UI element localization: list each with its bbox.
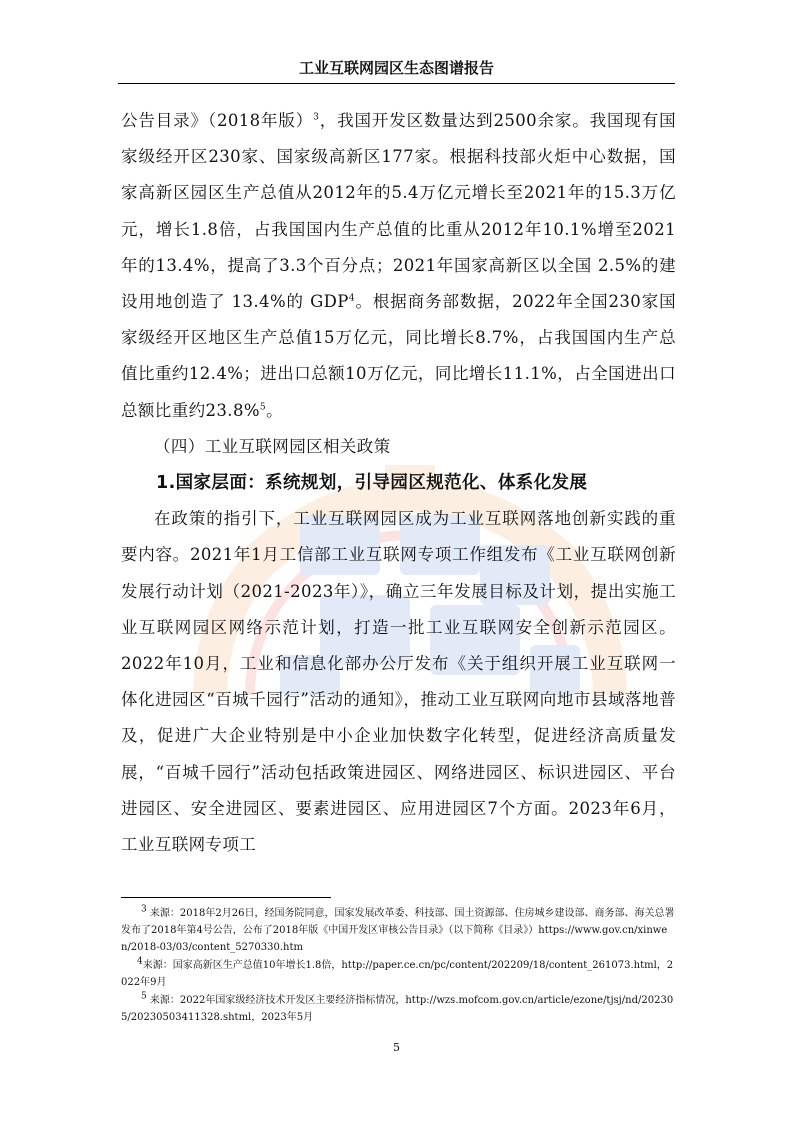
subsection-heading-1: 1.国家层面：系统规划，引导园区规范化、体系化发展 (156, 473, 588, 494)
body-paragraph-1 (121, 103, 676, 429)
main-body (121, 103, 676, 863)
footnote-ref-3: 3 (313, 112, 320, 123)
page-header-title: 工业互联网园区生态图谱报告 (118, 55, 675, 84)
body-text-run: ，我国开发区数量达到2500余家。我国现有国家级经开区230家、国家级高新区177家。根据科技部火炬中心数据，国家高新区园区生产总值从2012年的5.4万亿元增长至2021年的15.3万亿元，增长1.8倍，占我国国内生产总值的比重从2012年10.1%增至2021年的13.4%，提高了3.3个百分点；2021年国家高新区以全国 2.5%的建设用地创造了 13.4%的 GDP (121, 111, 676, 312)
body-text-run: 。根据商务部数据，2022年全国230家国家级经开区地区生产总值15万亿元，同比增长8.7%，占我国国内生产总值比重约12.4%；进出口总额10万亿元，同比增长11.1%，占全国进出口总额比重约23.8% (121, 292, 677, 420)
footnote-3 (121, 905, 676, 956)
footnote-ref-4: 4 (348, 293, 355, 304)
footnote-mark: 3 (141, 904, 147, 915)
footnote-text: 来源：2022年国家级经济技术开发区主要经济指标情况，http://wzs.mofcom.gov.cn/article/ezone/tjsj/nd/202305/20230503411328.shtml，2023年5月 (121, 995, 674, 1023)
body-text-run: 公告目录》（2018年版） (121, 111, 314, 130)
body-text-run: 。 (266, 400, 283, 420)
footnote-text: 来源：国家高新区生产总值10年增长1.8倍，http://paper.ce.cn/pc/content/202209/18/content_261073.html，2022年9月 (121, 960, 674, 988)
footnote-text: 来源：2018年2月26日，经国务院同意，国家发展改革委、科技部、国土资源部、住房城乡建设部、商务部、海关总署发布了2018年第4号公告，公布了2018年版《中国开发区审核公告目录》（以下简称《目录》）https://www.gov.cn/xinwen/2018-03/03/content_5270330.htm (121, 908, 675, 953)
footnote-4 (121, 957, 676, 991)
body-paragraph-2: 在政策的指引下，工业互联网园区成为工业互联网落地创新实践的重要内容。2021年1月工信部工业互联网专项工作组发布《工业互联网创新发展行动计划（2021-2023年）》，确立三年发展目标及计划，提出实施工业互联网园区网络示范计划，打造一批工业互联网安全创新示范园区。2022年10月，工业和信息化部办公厅发布《关于组织开展工业互联网一体化进园区“百城千园行”活动的通知》，推动工业互联网向地市县域落地普及，促进广大企业特别是中小企业加快数字化转型，促进经济高质量发展，“百城千园行”活动包括政策进园区、网络进园区、标识进园区、平台进园区、安全进园区、要素进园区、应用进园区7个方面。2023年6月，工业互联网专项工 (121, 509, 676, 855)
footnote-mark: 5 (141, 991, 147, 1002)
footnote-mark: 4 (137, 956, 143, 967)
page-number: 5 (393, 1041, 400, 1054)
footnote-divider (121, 897, 331, 898)
section-heading-4: （四）工业互联网园区相关政策 (154, 436, 391, 456)
footnote-ref-5: 5 (259, 402, 267, 413)
footnote-5 (121, 992, 676, 1026)
footnotes (121, 905, 676, 1027)
